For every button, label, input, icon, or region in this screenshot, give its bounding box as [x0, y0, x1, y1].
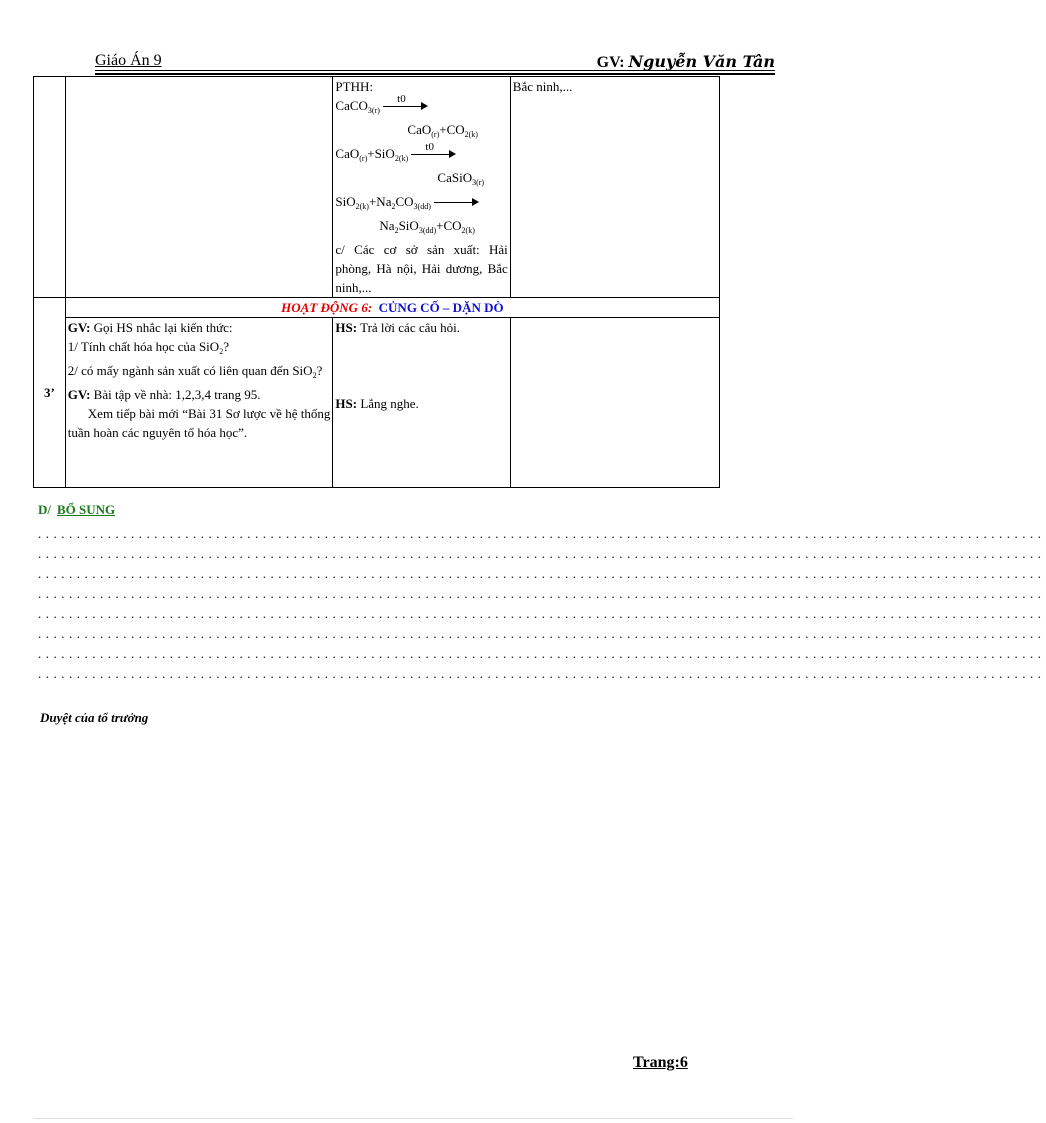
- dotted-line: ..................................................................................................................................: [38, 626, 1046, 641]
- teacher-activity-cell: [65, 77, 333, 298]
- activity-time: 3’: [34, 298, 66, 488]
- student-activity-cell: HS: Trả lời các câu hỏi. HS: Lắng nghe.: [333, 318, 510, 488]
- notes-cell: [510, 318, 719, 488]
- equation-2-products: CaSiO$_{3(r)}$: [437, 170, 485, 187]
- time-cell: [34, 77, 66, 298]
- dotted-line: ..................................................................................................................................: [38, 606, 1046, 621]
- arrow-icon: t0: [383, 98, 428, 112]
- dotted-line: ..................................................................................................................................: [38, 666, 1046, 681]
- header-teacher: GV: Nguyễn Văn Tân: [596, 52, 775, 71]
- table-row: [34, 318, 720, 488]
- dotted-line: ..................................................................................................................................: [38, 546, 1046, 561]
- table-row: [34, 298, 720, 318]
- equation-2: CaO$_{(r)}$+SiO$_{2(k)}$ t0: [335, 144, 507, 168]
- dotted-line: ..................................................................................................................................: [38, 566, 1046, 581]
- footer-rule: [33, 1118, 793, 1119]
- page-number: Trang:6: [633, 1054, 688, 1071]
- equation-3: $SiO_{2(k)}+Na_2CO_{3(dd)}$: [335, 192, 507, 216]
- lesson-table: [33, 76, 720, 488]
- dotted-line: ..................................................................................................................................: [38, 646, 1046, 661]
- teacher-activity-cell: GV: Gọi HS nhắc lại kiến thức: 1/ Tính chất hóa học của SiO$_2$? 2/ có mấy ngành sản xuất có liên quan đến SiO$_2$? GV: Bài tập về nhà: 1,2,3,4 trang 95. Xem tiếp bài mới “Bài 31 Sơ lược về hệ thống tuần hoàn các nguyên tố hóa học”.: [65, 318, 333, 488]
- section-title: D/ BỔ SUNG: [38, 502, 116, 517]
- header-rule-thick: [95, 73, 775, 75]
- notes-cell: Bắc ninh,...: [510, 77, 719, 298]
- dotted-line: ..................................................................................................................................: [38, 586, 1046, 601]
- production-sites: c/ Các cơ sở sản xuất: Hải phòng, Hà nội, Hải dương, Bắc ninh,...: [335, 242, 508, 295]
- equation-1-products: $CaO_{(r)}+CO_{2(k)}$: [407, 122, 478, 139]
- dotted-line: ..................................................................................................................................: [38, 526, 1046, 541]
- header-lesson-title: Giáo Án 9: [95, 52, 162, 69]
- equation-1: CaCO$_{3(r)}$ t0: [335, 96, 507, 120]
- signature-label: Duyệt của tổ trưởng: [40, 710, 149, 725]
- arrow-icon: t0: [411, 146, 456, 160]
- pthh-label: PTHH:: [335, 79, 373, 94]
- student-activity-cell: [333, 77, 510, 298]
- equation-3-products: $Na_2SiO_{3(dd)}+CO_{2(k)}$: [379, 218, 475, 235]
- header-rule-thin: [95, 70, 775, 71]
- activity-heading: HOẠT ĐỘNG 6: CỦNG CỐ – DẶN DÒ: [65, 298, 719, 318]
- arrow-icon: [434, 194, 479, 208]
- table-row: [34, 77, 720, 298]
